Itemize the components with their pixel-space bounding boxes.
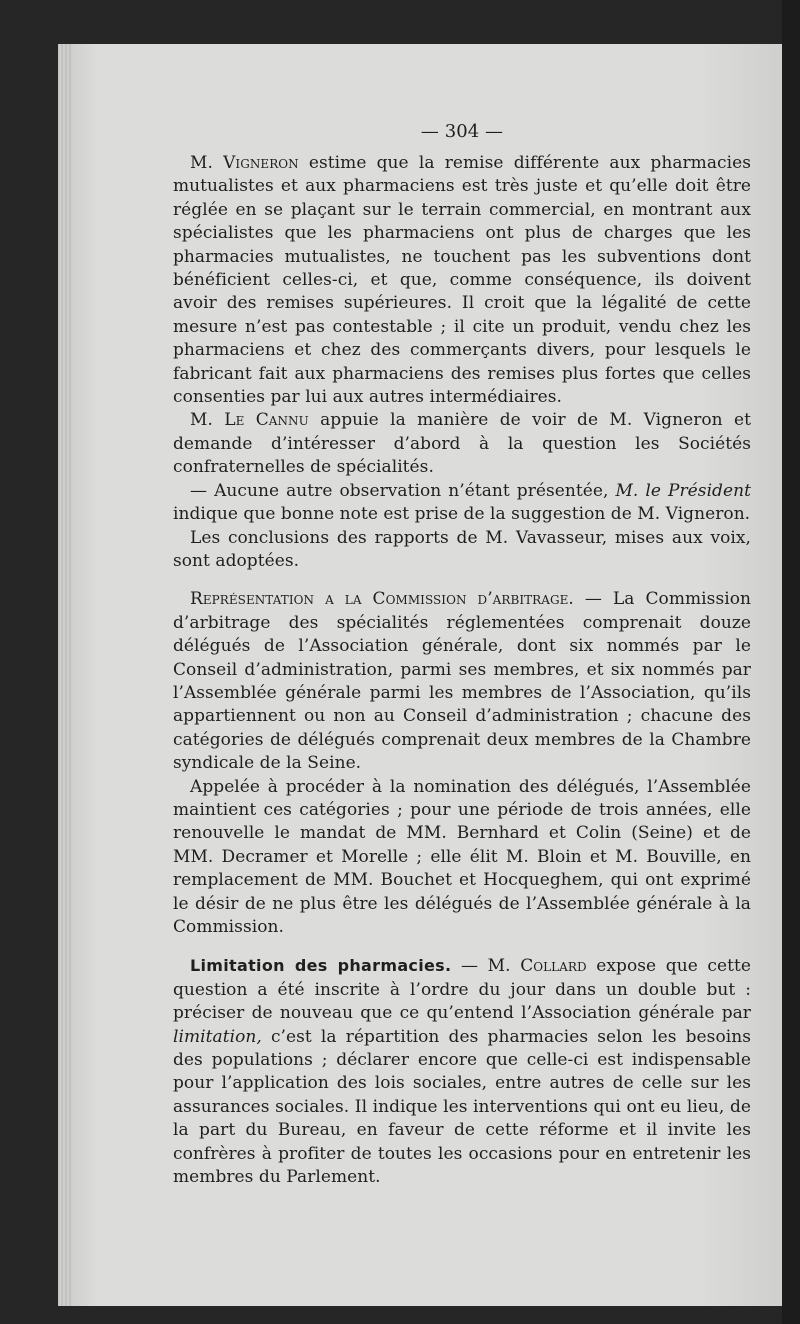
section-limitation <box>173 954 751 1189</box>
paragraph-text: — M. <box>451 956 521 977</box>
paragraph-conclusions <box>173 527 751 574</box>
paragraph-text: c’est la répartition des pharmacies selon les besoins des populations ; déclarer encore que celle-ci est indispensable pour l’application des lois sociales, entre autres de celle sur les assurances sociales. Il indique les interventions qui ont eu lieu, de la part du Bureau, en faveur de cette réforme et il invite les confrères à profiter de toutes les occasions pour en entretenir les membres du Parlement. <box>173 1026 751 1188</box>
scan-border <box>782 0 800 1324</box>
page-number: — 304 — <box>420 121 504 142</box>
italic-limitation: limitation, <box>173 1026 262 1047</box>
paragraph-text: indique que bonne note est prise de la suggestion de M. Vigneron. <box>173 504 751 525</box>
paragraph-vigneron <box>173 152 751 409</box>
paragraph-text: appuie la manière de voir de M. Vigneron et demande d’intéresser d’abord à la question les Sociétés confraternelles de spécialités. <box>173 410 751 478</box>
paragraph-le-cannu <box>173 409 751 479</box>
speaker-name: M. Vigneron <box>190 153 299 173</box>
paragraph-nomination <box>173 776 751 940</box>
speaker-name: M. Le Cannu <box>190 410 309 431</box>
paragraph-president <box>173 480 751 527</box>
paragraph-text: — La Commission d’arbitrage des spécialités réglementées comprenait douze délégués de l’Association générale, dont six nommés par le Conseil d’administration, parmi ses membres, et six nommés par l’Assemblée générale parmi les membres de l’Association, qu’ils appartiennent ou non au Conseil d’administration ; chacune des catégories de délégués comprenait deux membres de la Chambre syndicale de la Seine. <box>173 589 751 774</box>
section-heading: Représentation a la Commission d’arbitrage. <box>190 589 574 610</box>
section-commission-arbitrage <box>173 588 751 775</box>
paragraph-text: — Aucune autre observation n’étant présentée, <box>190 480 616 501</box>
paragraph-text: estime que la remise différente aux pharmacies mutualistes et aux pharmaciens est très juste et qu’elle doit être réglée en se plaçant sur le terrain commercial, en montrant aux spécialistes que les pharmaciens ont plus de charges que les pharmacies mutualistes, ne touchent pas les subventions dont bénéficient celles-ci, et que, comme conséquence, ils doivent avoir des remises supérieures. Il croit que la légalité de cette mesure n’est pas contestable ; il cite un produit, vendu chez les pharmaciens et chez des commerçants divers, pour lesquels le fabricant fait aux pharmaciens des remises plus fortes que celles consenties par lui aux autres intermédiaires. <box>173 153 751 408</box>
italic-president: M. le Président <box>615 480 751 501</box>
page-edge <box>58 44 72 1306</box>
paragraph-text: expose que cette question a été inscrite à l’ordre du jour dans un double but : préciser de nouveau que ce qu’entend l’Association générale par <box>173 956 751 1024</box>
speaker-name: Collard <box>520 956 587 977</box>
paragraph-text: Les conclusions des rapports de M. Vavasseur, mises aux voix, sont adoptées. <box>173 527 751 571</box>
paragraph-text: Appelée à procéder à la nomination des délégués, l’Assemblée maintient ces catégories ; pour une période de trois années, elle renouvelle le mandat de MM. Bernhard et Colin (Seine) et de MM. Decramer et Morelle ; elle élit M. Bloin et M. Bouville, en remplacement de MM. Bouchet et Hocqueghem, qui ont exprimé le désir de ne plus être les délégués de l’Assemblée générale à la Commission. <box>173 776 751 937</box>
page-body <box>173 120 751 1189</box>
section-heading: Limitation des pharmacies. <box>190 956 452 976</box>
